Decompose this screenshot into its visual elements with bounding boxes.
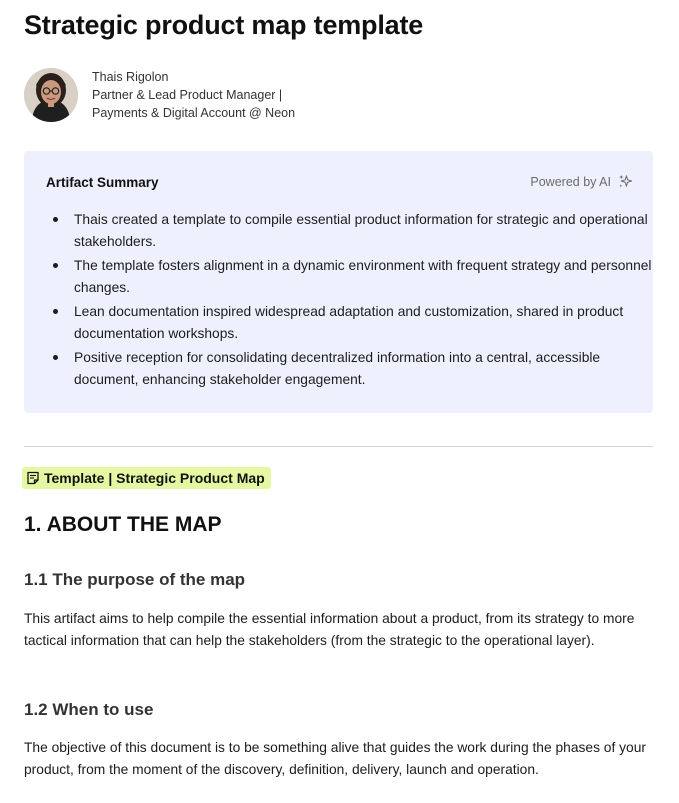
sparkles-icon: [618, 174, 633, 189]
purpose-paragraph: This artifact aims to help compile the essential information about a product, from its strategy to more tactical information that can help the stakeholders (from the strategic to the operational layer).: [24, 611, 635, 648]
summary-item: The template fosters alignment in a dynamic environment with frequent strategy and personnel changes.: [74, 255, 664, 298]
subsection-heading-purpose: 1.1 The purpose of the map: [24, 570, 246, 589]
summary-item: Positive reception for consolidating decentralized information into a central, accessible document, enhancing stakeholder engagement.: [74, 347, 664, 390]
section-divider: [24, 446, 653, 447]
powered-by-ai: [530, 174, 633, 189]
author-role-line1: Partner & Lead Product Manager |: [92, 88, 283, 102]
summary-item: Lean documentation inspired widespread adaptation and customization, shared in product documentation workshops.: [74, 301, 664, 344]
artifact-summary-panel: [24, 151, 653, 413]
template-tag: [22, 467, 271, 489]
page-title: Strategic product map template: [24, 10, 424, 40]
author-name[interactable]: Thais Rigolon: [92, 70, 169, 84]
when-to-use-paragraph: The objective of this document is to be something alive that guides the work during the phases of your product, from the moment of the discovery, definition, delivery, launch and operation.: [24, 740, 646, 777]
template-tag-label: Template | Strategic Product Map: [44, 470, 265, 486]
powered-by-label: Powered by AI: [530, 174, 611, 189]
subsection-heading-when-to-use: 1.2 When to use: [24, 700, 154, 719]
note-icon: [26, 471, 40, 485]
author-info: [92, 68, 412, 122]
author-role-line2: Payments & Digital Account @ Neon: [92, 106, 296, 120]
summary-heading: Artifact Summary: [46, 175, 159, 190]
avatar[interactable]: [24, 68, 78, 122]
summary-list: [46, 209, 664, 393]
avatar-portrait-icon: [24, 68, 78, 122]
section-heading-about: 1. ABOUT THE MAP: [24, 513, 222, 536]
summary-item: Thais created a template to compile essential product information for strategic and operational stakeholders.: [74, 209, 664, 252]
